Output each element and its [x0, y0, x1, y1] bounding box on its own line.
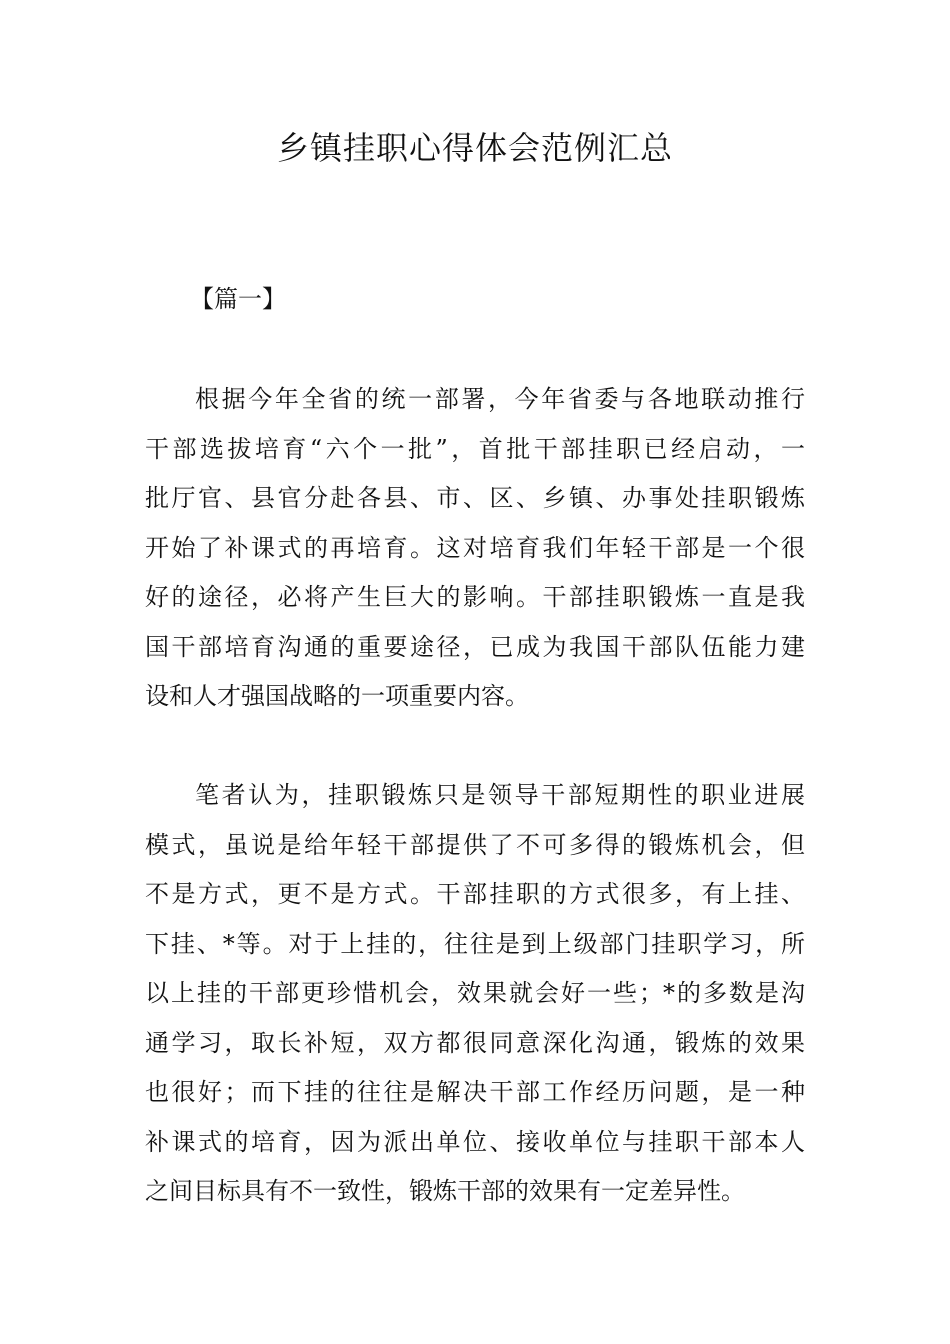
paragraph-line: 补课式的培育，因为派出单位、接收单位与挂职干部本人: [145, 1127, 805, 1156]
paragraph-line: 开始了补课式的再培育。这对培育我们年轻干部是一个很: [145, 533, 805, 562]
paragraph-line: 之间目标具有不一致性，锻炼干部的效果有一定差异性。: [145, 1177, 745, 1205]
paragraph-line: 也很好；而下挂的往往是解决干部工作经历问题，是一种: [145, 1078, 805, 1106]
paragraph-line: 以上挂的干部更珍惜机会，效果就会好一些；*的多数是沟: [145, 979, 805, 1007]
document-title: 乡镇挂职心得体会范例汇总: [276, 129, 673, 167]
paragraph-line: 模式，虽说是给年轻干部提供了不可多得的锻炼机会，但: [145, 830, 805, 859]
paragraph-line: 通学习，取长补短，双方都很同意深化沟通，锻炼的效果: [145, 1028, 805, 1057]
section-label: 【篇一】: [190, 285, 286, 313]
paragraph-line: 干部选拔培育“六个一批”，首批干部挂职已经启动，一: [145, 434, 805, 463]
paragraph-2: [145, 771, 805, 1217]
paragraph-line: 设和人才强国战略的一项重要内容。: [145, 682, 529, 710]
paragraph-line: 国干部培育沟通的重要途径，已成为我国干部队伍能力建: [145, 632, 805, 661]
paragraph-line: 根据今年全省的统一部署，今年省委与各地联动推行: [195, 385, 805, 413]
paragraph-line: 好的途径，必将产生巨大的影响。干部挂职锻炼一直是我: [145, 583, 805, 611]
paragraph-1: [145, 375, 805, 722]
paragraph-line: 笔者认为，挂职锻炼只是领导干部短期性的职业进展: [195, 781, 805, 809]
paragraph-line: 不是方式，更不是方式。干部挂职的方式很多，有上挂、: [145, 880, 805, 908]
paragraph-line: 下挂、*等。对于上挂的，往往是到上级部门挂职学习，所: [145, 929, 805, 958]
paragraph-line: 批厅官、县官分赴各县、市、区、乡镇、办事处挂职锻炼: [145, 484, 805, 512]
